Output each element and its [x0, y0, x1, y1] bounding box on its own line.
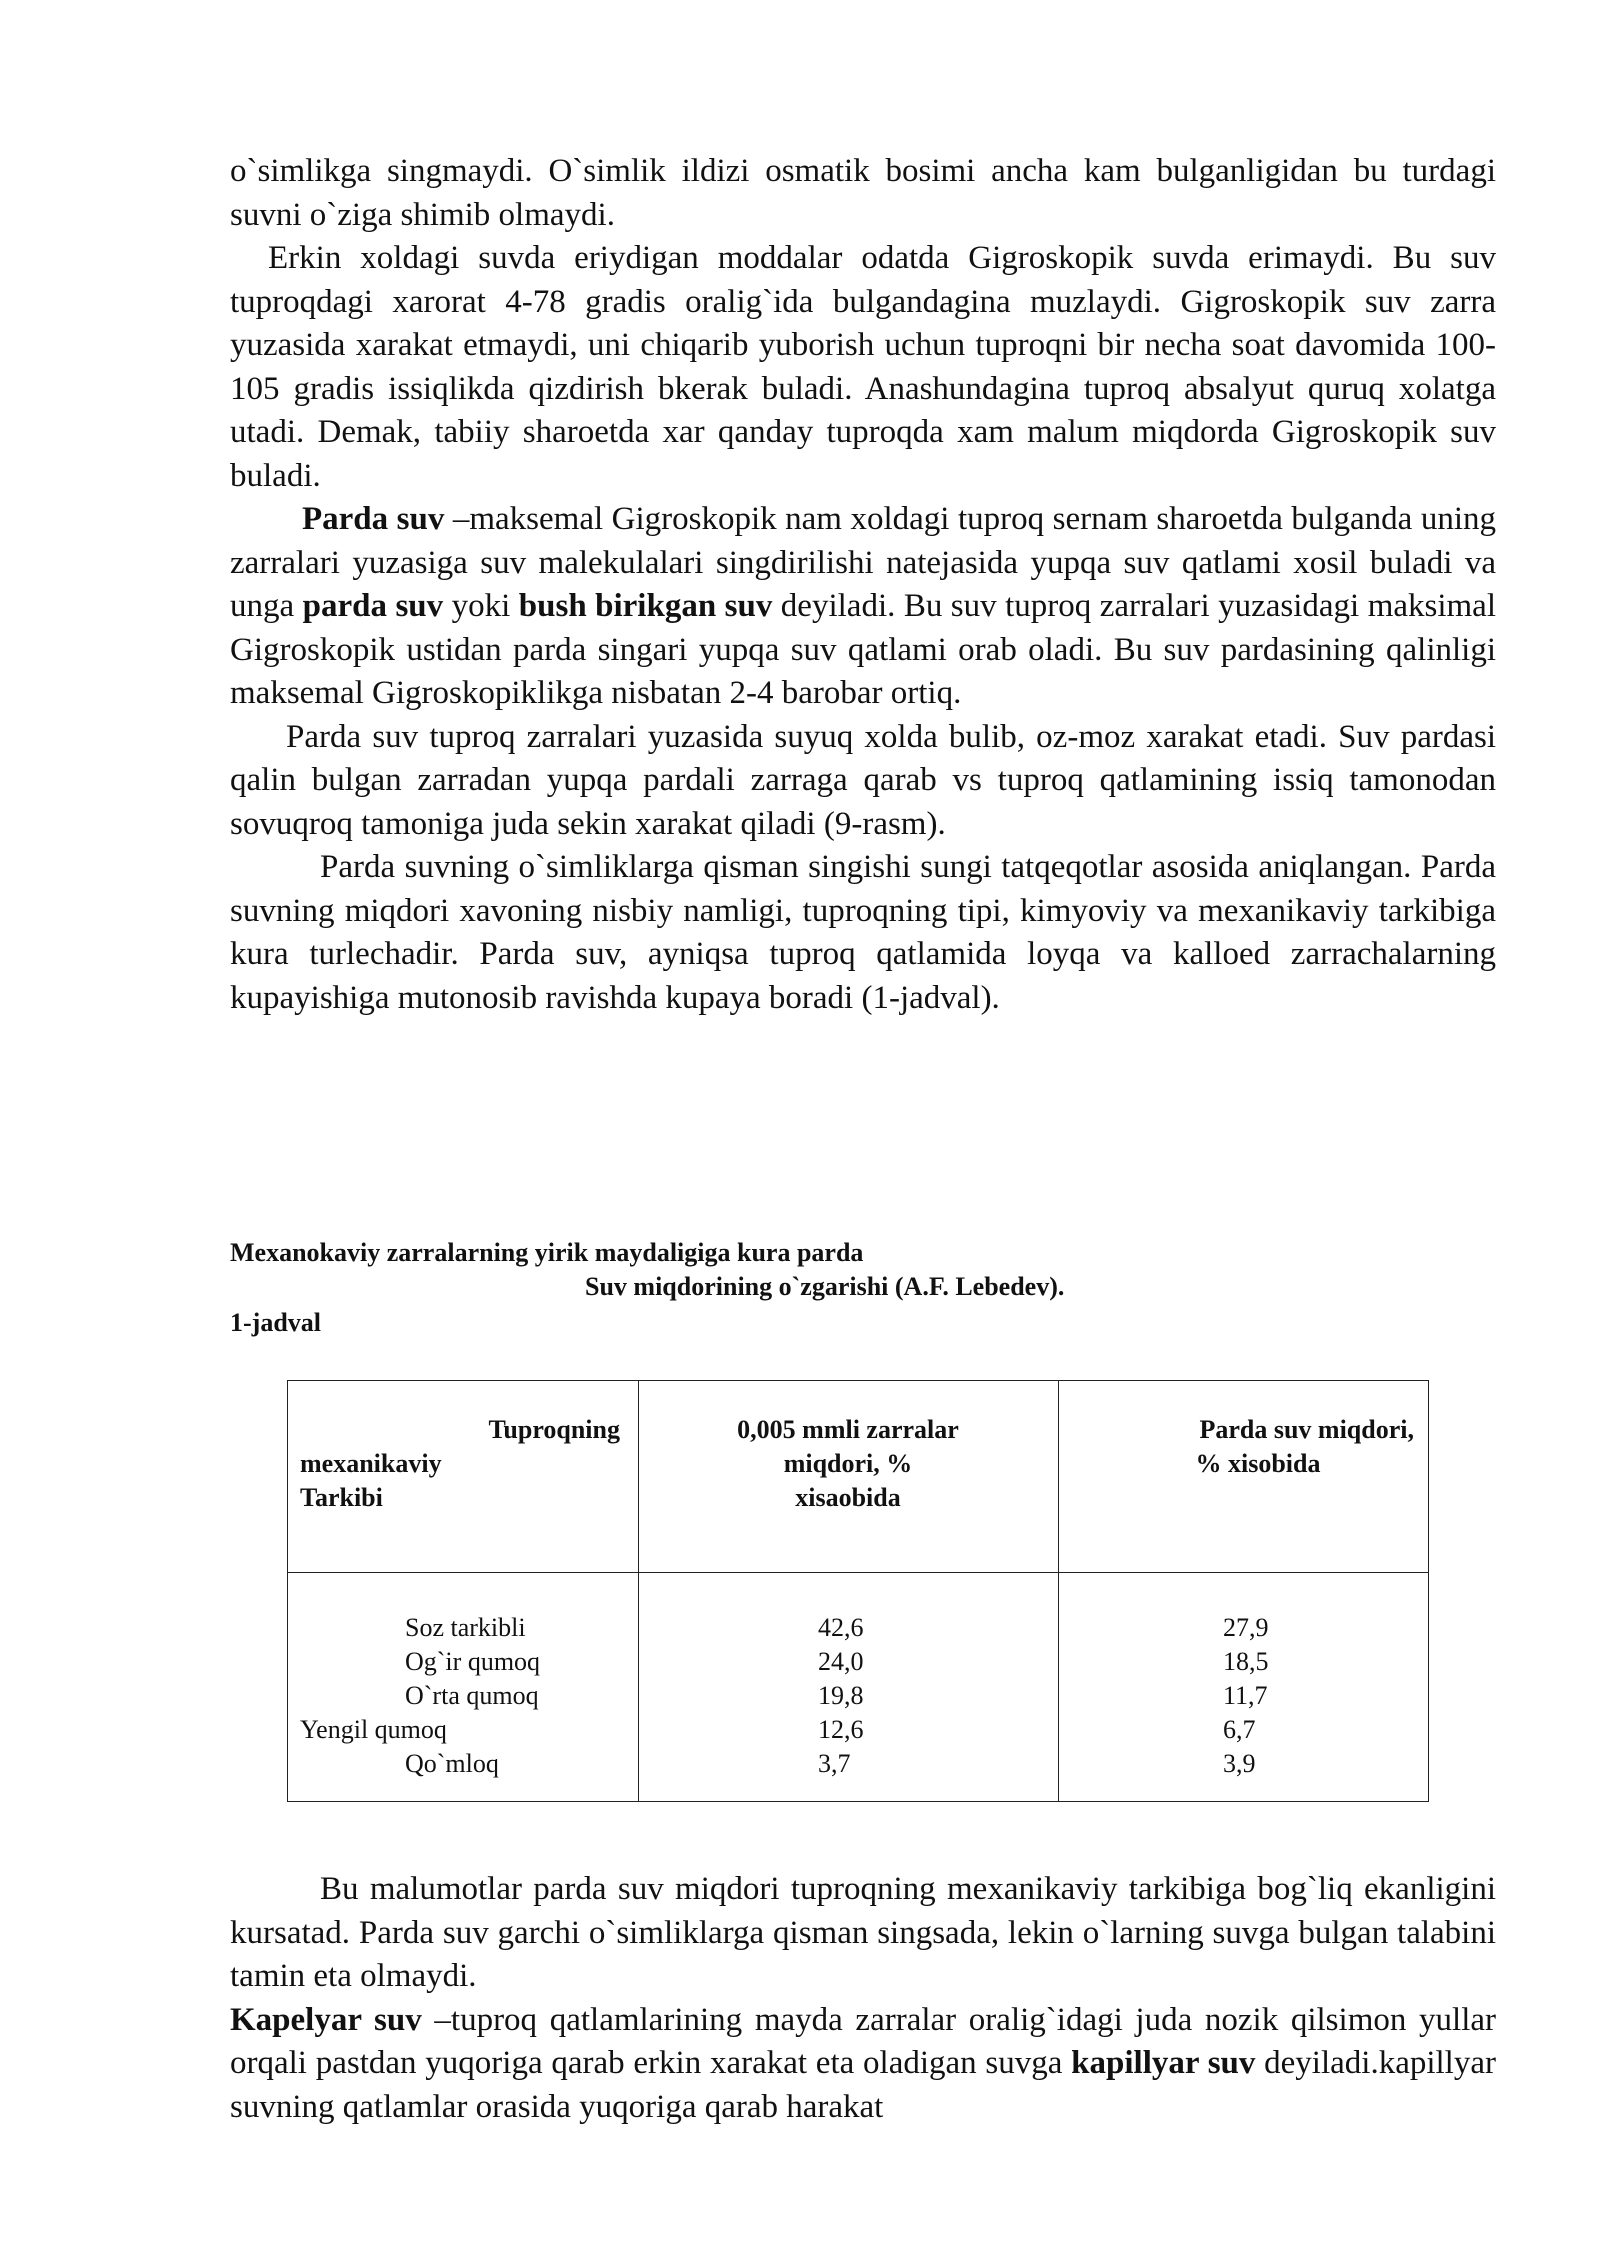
paragraph-2: Erkin xoldagi suvda eriydigan moddalar odatda Gigroskopik suvda erimaydi. Bu suv tuproqdagi xarorat 4-78 gradis oralig`ida bulgandagina muzlaydi. Gigroskopik suv zarra yuzasida xarakat etmaydi, uni chiqarib yuborish uchun tuproqni bir necha soat davomida 100-105 gradis issiqlikda qizdirish bkerak buladi. Anashundagina tuproq absalyut quruq xolatga utadi. Demak, tabiiy sharoetda xar qanday tuproqda xam malum miqdorda Gigroskopik suv buladi. — [230, 240, 1496, 494]
table-label: 1-jadval — [230, 1308, 321, 1337]
document-body — [230, 150, 1496, 1020]
table-cell: 19,8 — [818, 1681, 864, 1710]
header-film-water: Parda suv miqdori, % xisobida — [1195, 1415, 1414, 1478]
paragraph-7 — [230, 1999, 1496, 2130]
table-row: O`rta qumoq — [405, 1681, 539, 1710]
term-bush-birikgan-suv: bush birikgan suv — [518, 588, 773, 624]
table-caption-line-1: Mexanokaviy zarralarning yirik maydaligiga kura parda — [230, 1238, 864, 1267]
column-film-water-values — [1223, 1611, 1403, 1781]
paragraph-7-text-1: –tuproq qatlamlarining mayda zarralar oralig`idagi juda nozik qilsimon yullar orqali pastdan yuqoriga qarab erkin xarakat eta oladigan suvga — [230, 2001, 1496, 2081]
paragraph-7-text-2: deyiladi.kapillyar suvning qatlamlar orasida yuqoriga qarab harakat — [230, 2045, 1496, 2125]
table-row: Soz tarkibli — [405, 1613, 526, 1642]
table-cell: 24,0 — [818, 1647, 864, 1676]
column-particle-values — [818, 1611, 1018, 1781]
table-cell: 42,6 — [818, 1613, 864, 1642]
term-kapillyar-suv: kapillyar suv — [1071, 2045, 1256, 2081]
data-table — [287, 1380, 1429, 1802]
table-row: Og`ir qumoq — [405, 1647, 541, 1676]
table-row: Yengil qumoq — [300, 1715, 447, 1744]
term-parda-suv-2: parda suv — [302, 588, 444, 624]
table-cell: 3,7 — [818, 1749, 851, 1778]
term-parda-suv: Parda suv — [302, 501, 445, 537]
table-row: Qo`mloq — [405, 1749, 499, 1778]
table-cell: 6,7 — [1223, 1715, 1256, 1744]
paragraph-5: Parda suvning o`simliklarga qisman singishi sungi tatqeqotlar asosida aniqlangan. Parda suvning miqdori xavoning nisbiy namligi, tuproqning tipi, kimyoviy va mexanikaviy tarkibiga kura turlechadir. Parda suv, ayniqsa tuproq qatlamida loyqa va kalloed zarrachalarning kupayishiga mutonosib ravishda kupaya boradi (1-jadval). — [230, 849, 1496, 1016]
table-cell: 18,5 — [1223, 1647, 1269, 1676]
table-cell: 12,6 — [818, 1715, 864, 1744]
table-cell: 11,7 — [1223, 1681, 1268, 1710]
paragraph-3-text-1: –maksemal Gigroskopik nam xoldagi tuproq sernam sharoetda bulganda uning zarralari yuzasiga suv malekulalari singdirilishi natejasida yupqa suv qatlami xosil buladi va unga — [230, 501, 1496, 624]
paragraph-6: Bu malumotlar parda suv miqdori tuproqning mexanikaviy tarkibiga bog`liq ekanligini kursatad. Parda suv garchi o`simliklarga qisman singsada, lekin o`larning suvga bulgan talabini tamin eta olmaydi. — [230, 1871, 1496, 1994]
header-particle-amount: 0,005 mmli zarralar miqdori, % xisaobida — [737, 1415, 959, 1512]
paragraph-3 — [230, 498, 1496, 716]
document-body-lower — [230, 1868, 1496, 2129]
term-kapelyar-suv: Kapelyar suv — [230, 2001, 422, 2038]
header-soil-composition: Tuproqning mexanikaviy Tarkibi — [300, 1415, 620, 1512]
paragraph-4: Parda suv tuproq zarralari yuzasida suyuq xolda bulib, oz-moz xarakat etadi. Suv pardasi qalin bulgan zarradan yupqa pardali zarraga qarab vs tuproq qatlamining issiq tamonodan sovuqroq tamoniga juda sekin xarakat qiladi (9-rasm). — [230, 718, 1496, 842]
paragraph-1: o`simlikga singmaydi. O`simlik ildizi osmatik bosimi ancha kam bulganligidan bu turdagi suvni o`ziga shimib olmaydi. — [230, 153, 1496, 233]
table-caption-line-2: Suv miqdorining o`zgarishi (A.F. Lebedev). — [585, 1272, 1065, 1301]
table-cell: 27,9 — [1223, 1613, 1269, 1642]
paragraph-3-text-2: yoki — [443, 588, 519, 624]
column-soil-types — [300, 1611, 630, 1781]
paragraph-3-text-3: deyiladi. Bu suv tuproq zarralari yuzasidagi maksimal Gigroskopik ustidan parda singari yupqa suv qatlami orab oladi. Bu suv pardasining qalinligi maksemal Gigroskopiklikga nisbatan 2-4 barobar ortiq. — [230, 588, 1496, 711]
table-cell: 3,9 — [1223, 1749, 1256, 1778]
